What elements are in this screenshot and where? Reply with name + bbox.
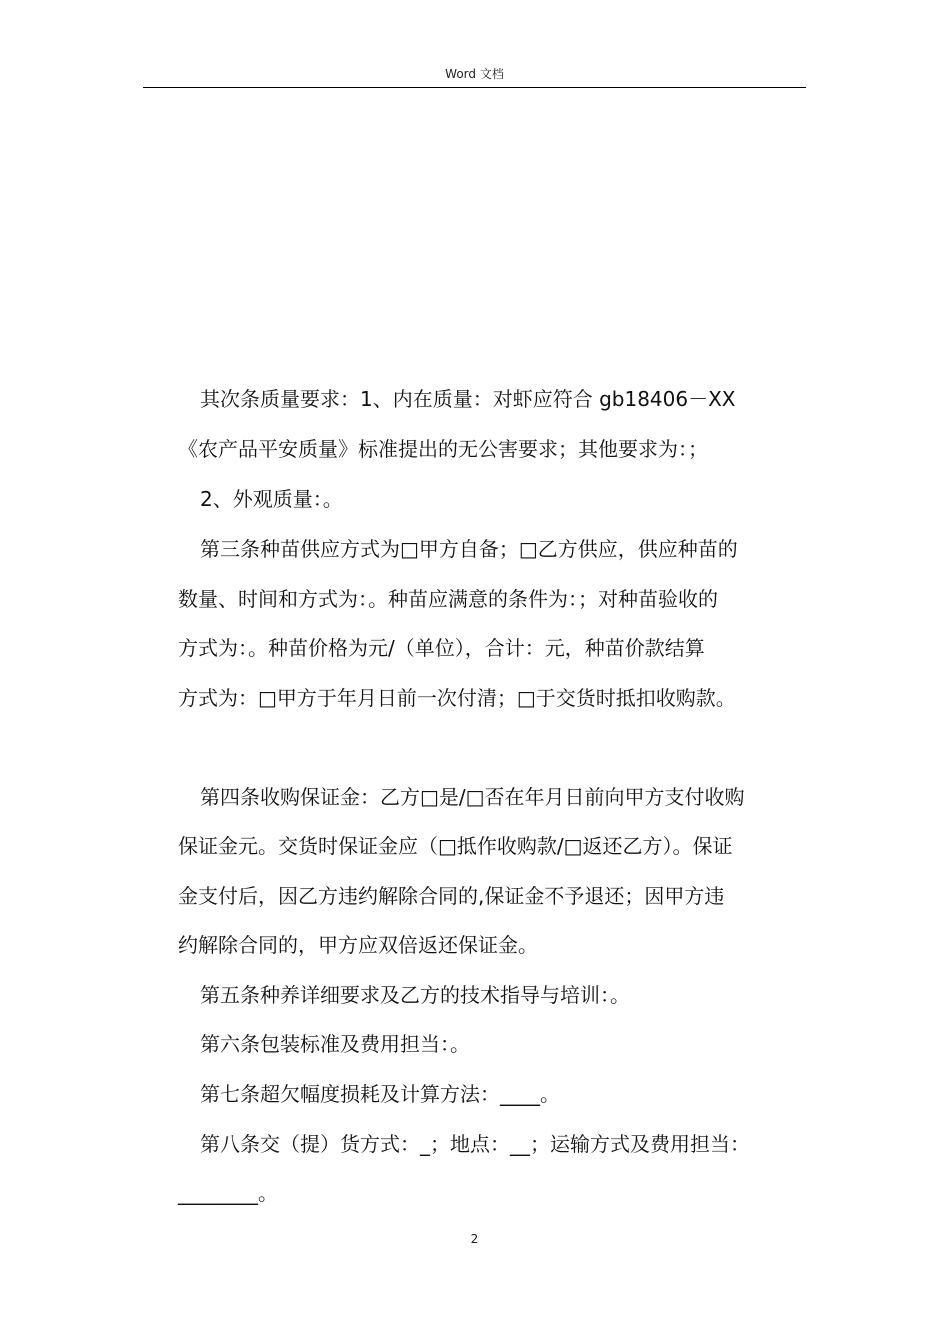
paragraph-line-1: 其次条质量要求：1、内在质量：对虾应符合 gb18406－XX bbox=[200, 387, 736, 411]
paragraph-line-7: 方式为：□甲方于年月日前一次付清；□于交货时抵扣收购款。 bbox=[178, 686, 736, 710]
paragraph-line-6: 方式为：。种苗价格为元/（单位），合计：元，种苗价款结算 bbox=[178, 636, 705, 660]
paragraph-line-12: 第五条种养详细要求及乙方的技术指导与培训：。 bbox=[200, 983, 630, 1007]
paragraph-line-5: 数量、时间和方式为：。种苗应满意的条件为：；对种苗验收的 bbox=[178, 587, 718, 611]
paragraph-line-11: 约解除合同的，甲方应双倍返还保证金。 bbox=[178, 933, 538, 957]
paragraph-line-14: 第七条超欠幅度损耗及计算方法：____。 bbox=[200, 1082, 560, 1106]
paragraph-line-8: 第四条收购保证金：乙方□是/□否在年月日前向甲方支付收购 bbox=[200, 785, 745, 809]
paragraph-line-3: 2、外观质量：。 bbox=[200, 487, 343, 511]
paragraph-line-15: 第八条交（提）货方式：_；地点：__；运输方式及费用担当： bbox=[200, 1132, 750, 1156]
header-divider bbox=[143, 87, 806, 88]
page-header: Word 文档 bbox=[445, 67, 504, 81]
paragraph-line-2: 《农产品平安质量》标准提出的无公害要求；其他要求为：； bbox=[178, 437, 708, 461]
paragraph-line-16: ________。 bbox=[178, 1181, 278, 1205]
page-number: 2 bbox=[470, 1232, 479, 1246]
paragraph-line-4: 第三条种苗供应方式为□甲方自备；□乙方供应，供应种苗的 bbox=[200, 537, 738, 561]
paragraph-line-13: 第六条包装标准及费用担当：。 bbox=[200, 1032, 470, 1056]
paragraph-line-10: 金支付后，因乙方违约解除合同的,保证金不予退还；因甲方违 bbox=[178, 884, 725, 908]
paragraph-line-9: 保证金元。交货时保证金应（□抵作收购款/□返还乙方）。保证 bbox=[178, 834, 733, 858]
